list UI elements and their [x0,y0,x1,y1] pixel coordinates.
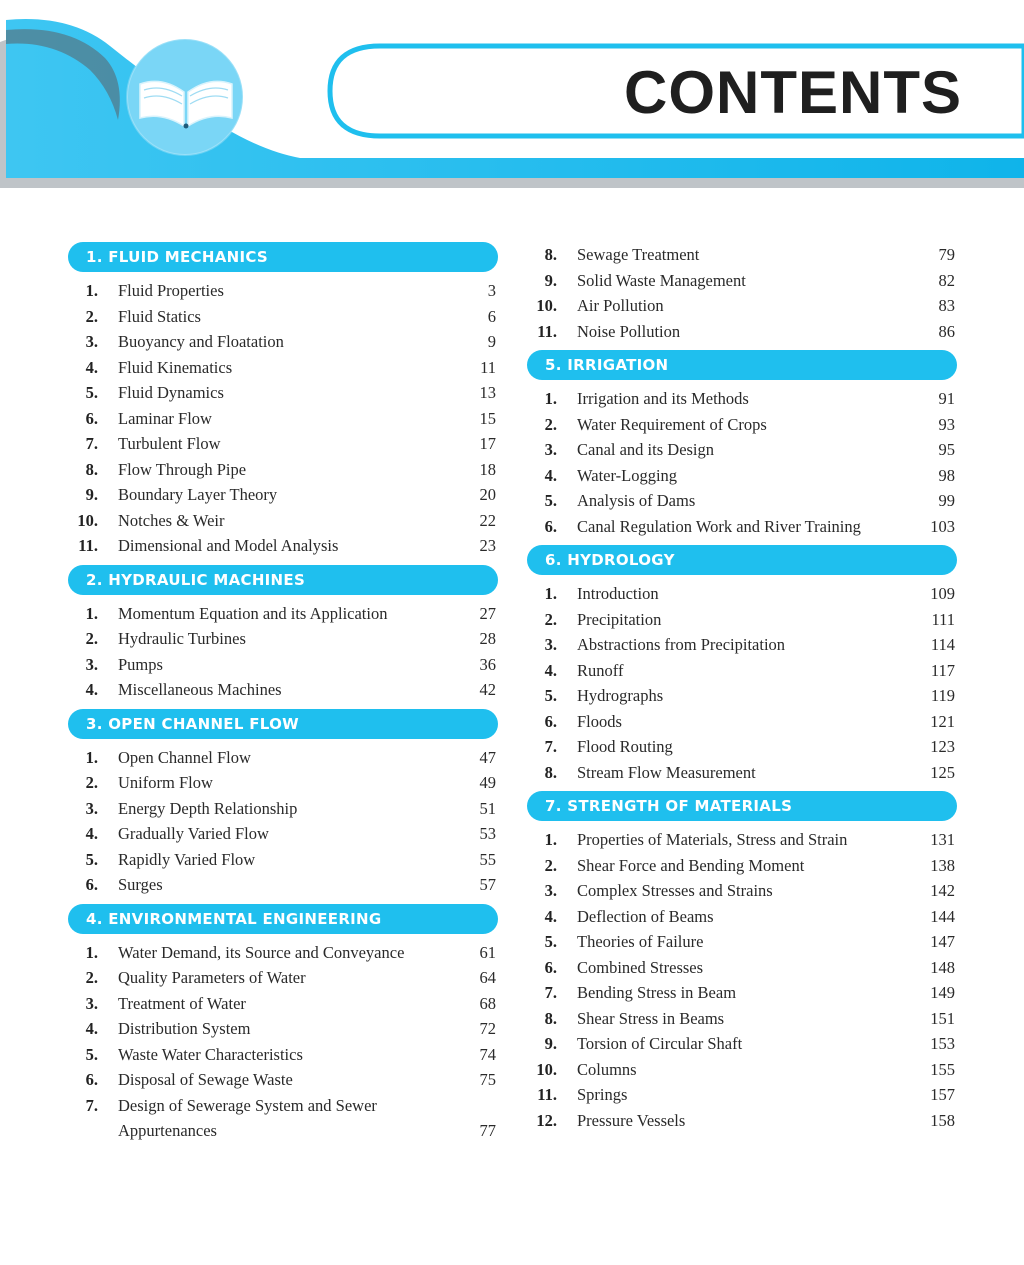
chapter-number: 4. [544,465,557,485]
chapter-list [527,581,957,785]
chapter-title: Fluid Dynamics [118,383,224,402]
chapter-number: 6. [544,711,557,731]
chapter-title: Complex Stresses and Strains [577,881,773,900]
page-number: 125 [930,762,955,782]
page-number: 83 [938,296,955,315]
chapter-number: 1. [85,281,98,300]
chapter-title: Turbulent Flow [118,434,221,453]
chapter-title: Waste Water Characteristics [118,1044,303,1064]
page-number: 57 [479,875,496,894]
section-heading: 7. STRENGTH OF MATERIALS [527,791,957,821]
chapter-title: Design of Sewerage System and Sewer Appurtenances [118,1095,377,1140]
chapter-title: Fluid Statics [118,306,201,326]
page-number: 111 [931,609,955,629]
toc-entry[interactable] [68,355,498,381]
chapter-title: Properties of Materials, Stress and Strain [577,830,848,849]
chapter-list [527,827,957,1133]
page-number: 117 [930,660,955,680]
toc-entry[interactable] [527,734,957,760]
toc-entry[interactable] [68,431,498,457]
toc-entry[interactable] [68,278,498,304]
chapter-number: 11. [537,1085,557,1104]
chapter-number: 8. [544,245,557,264]
page-number: 82 [938,270,955,290]
chapter-number: 3. [544,881,557,900]
page-header [0,0,1024,200]
chapter-number: 1. [85,942,98,962]
page-number: 119 [930,686,955,705]
page-number: 11 [480,357,496,377]
chapter-number: 2. [85,968,98,987]
toc-right-column [527,242,957,1139]
page-number: 91 [938,389,955,408]
toc-entry[interactable] [68,533,498,559]
toc-entry[interactable] [68,304,498,330]
chapter-title: Momentum Equation and its Application [118,603,388,623]
chapter-number: 11. [78,536,98,555]
toc-entry[interactable] [527,242,957,268]
page-number: 72 [479,1019,496,1038]
toc-entry[interactable] [527,853,957,879]
page-number: 151 [930,1008,955,1028]
chapter-number: 3. [85,332,98,351]
page-number: 47 [479,747,496,767]
chapter-title: Shear Stress in Beams [577,1008,725,1028]
page-number: 74 [479,1044,496,1064]
page-number: 20 [479,485,496,504]
chapter-title: Springs [577,1085,628,1104]
chapter-title: Columns [577,1059,637,1079]
chapter-title: Noise Pollution [577,321,681,341]
chapter-number: 2. [544,855,557,875]
chapter-title: Combined Stresses [577,957,704,977]
chapter-number: 6. [85,875,98,894]
toc-entry[interactable] [527,412,957,438]
chapter-title: Water Demand, its Source and Conveyance [118,942,405,962]
chapter-title: Laminar Flow [118,408,212,428]
page-number: 49 [479,773,496,792]
chapter-number: 6. [85,1070,98,1089]
chapter-title: Precipitation [577,609,662,629]
toc-entry[interactable] [68,847,498,873]
toc-entry[interactable] [68,652,498,678]
chapter-number: 11. [537,321,557,341]
toc-entry[interactable] [527,878,957,904]
chapter-number: 7. [544,983,557,1002]
chapter-title: Irrigation and its Methods [577,389,749,408]
chapter-list [527,386,957,539]
chapter-number: 4. [85,357,98,377]
toc-left-column [68,242,498,1150]
chapter-number: 6. [544,516,557,536]
page-number: 55 [479,849,496,869]
chapter-list [68,940,498,1144]
page-number: 22 [479,510,496,530]
chapter-number: 6. [544,957,557,977]
page-number: 53 [479,824,496,843]
chapter-title: Dimensional and Model Analysis [118,536,339,555]
chapter-number: 9. [85,485,98,504]
chapter-title: Stream Flow Measurement [577,762,756,782]
toc-entry[interactable] [68,1093,498,1144]
toc-entry[interactable] [527,1057,957,1083]
toc-entry[interactable] [527,1006,957,1032]
toc-entry[interactable] [68,796,498,822]
page-number: 75 [479,1070,496,1089]
page-number: 103 [930,516,955,536]
toc-entry[interactable] [527,760,957,786]
section-heading: 6. HYDROLOGY [527,545,957,575]
page-number: 153 [930,1034,955,1053]
chapter-number: 1. [85,603,98,623]
toc-entry[interactable] [527,929,957,955]
chapter-title: Analysis of Dams [577,491,696,510]
toc-entry[interactable] [68,677,498,703]
section-heading: 5. IRRIGATION [527,350,957,380]
page-number: 109 [930,584,955,603]
page-number: 9 [487,332,496,351]
page-number: 138 [930,855,955,875]
page-number: 157 [930,1085,955,1104]
chapter-title: Abstractions from Precipitation [577,635,786,654]
toc-entry[interactable] [527,1031,957,1057]
page-number: 27 [479,603,496,623]
chapter-list [527,242,957,344]
chapter-number: 4. [85,1019,98,1038]
toc-entry[interactable] [527,683,957,709]
toc-entry[interactable] [527,632,957,658]
chapter-number: 2. [85,306,98,326]
toc-entry[interactable] [527,980,957,1006]
toc-entry[interactable] [527,514,957,540]
page-number: 61 [479,942,496,962]
chapter-number: 8. [544,762,557,782]
toc-entry[interactable] [68,329,498,355]
page-number: 6 [487,306,496,326]
page-number: 86 [938,321,955,341]
open-book-icon [132,62,242,142]
toc-entry[interactable] [527,463,957,489]
page-number: 98 [938,465,955,485]
toc-entry[interactable] [68,872,498,898]
chapter-number: 5. [544,491,557,510]
toc-entry[interactable] [68,991,498,1017]
toc-entry[interactable] [68,626,498,652]
page-title: CONTENTS [624,59,962,126]
chapter-title: Disposal of Sewage Waste [118,1070,293,1089]
chapter-number: 8. [544,1008,557,1028]
section-heading: 2. HYDRAULIC MACHINES [68,565,498,595]
chapter-title: Torsion of Circular Shaft [577,1034,743,1053]
toc-entry[interactable] [527,1108,957,1134]
page-number: 13 [479,383,496,402]
chapter-title: Open Channel Flow [118,747,251,767]
chapter-number: 3. [85,798,98,818]
page-number: 142 [930,881,955,900]
chapter-title: Flood Routing [577,737,673,756]
page-number: 23 [479,536,496,555]
toc-entry[interactable] [527,827,957,853]
chapter-number: 7. [85,434,98,453]
chapter-title: Sewage Treatment [577,245,700,264]
chapter-number: 9. [544,270,557,290]
chapter-title: Canal and its Design [577,440,715,459]
chapter-list [68,278,498,559]
toc-entry[interactable] [527,437,957,463]
toc-entry[interactable] [68,406,498,432]
toc-entry[interactable] [68,940,498,966]
toc-entry[interactable] [527,488,957,514]
page-number: 149 [930,983,955,1002]
chapter-number: 4. [544,906,557,926]
chapter-number: 4. [85,824,98,843]
toc-entry[interactable] [527,386,957,412]
page-number: 3 [487,281,496,300]
chapter-title: Pumps [118,654,163,674]
toc-entry[interactable] [527,955,957,981]
chapter-title: Distribution System [118,1019,251,1038]
chapter-number: 5. [85,849,98,869]
section-heading: 3. OPEN CHANNEL FLOW [68,709,498,739]
page-number: 95 [938,440,955,459]
toc-entry[interactable] [527,319,957,345]
page-number: 17 [479,434,496,453]
page-number: 15 [479,408,496,428]
chapter-number: 2. [85,629,98,648]
toc-entry[interactable] [68,745,498,771]
toc-entry[interactable] [68,380,498,406]
chapter-title: Fluid Properties [118,281,224,300]
chapter-title: Pressure Vessels [577,1110,686,1130]
chapter-number: 1. [544,830,557,849]
page-number: 121 [930,711,955,731]
page-number: 77 [479,1121,496,1140]
chapter-number: 5. [85,1044,98,1064]
chapter-number: 8. [85,459,98,479]
chapter-number: 3. [85,993,98,1013]
chapter-title: Fluid Kinematics [118,357,233,377]
page-number: 131 [930,830,955,849]
page-number: 93 [938,414,955,434]
chapter-number: 3. [544,440,557,459]
chapter-number: 2. [544,414,557,434]
chapter-number: 1. [544,389,557,408]
page-number: 123 [930,737,955,756]
chapter-title: Shear Force and Bending Moment [577,855,805,875]
chapter-number: 7. [544,737,557,756]
chapter-title: Solid Waste Management [577,270,746,290]
toc-entry[interactable] [68,482,498,508]
toc-entry[interactable] [527,268,957,294]
chapter-title: Notches & Weir [118,510,225,530]
page-number: 64 [479,968,496,987]
toc-entry[interactable] [527,658,957,684]
toc-entry[interactable] [527,1082,957,1108]
chapter-list [68,601,498,703]
page-number: 42 [479,680,496,699]
page-number: 36 [479,654,496,674]
chapter-number: 3. [85,654,98,674]
chapter-number: 3. [544,635,557,654]
chapter-title: Introduction [577,584,659,603]
chapter-number: 12. [536,1110,557,1130]
chapter-number: 10. [77,510,98,530]
page-number: 158 [930,1110,955,1130]
toc-entry[interactable] [527,293,957,319]
chapter-title: Miscellaneous Machines [118,680,282,699]
chapter-number: 6. [85,408,98,428]
chapter-title: Energy Depth Relationship [118,798,298,818]
page-number: 28 [479,629,496,648]
chapter-title: Boundary Layer Theory [118,485,278,504]
chapter-number: 5. [85,383,98,402]
chapter-title: Floods [577,711,622,731]
section-heading: 1. FLUID MECHANICS [68,242,498,272]
chapter-title: Quality Parameters of Water [118,968,306,987]
chapter-title: Runoff [577,660,624,680]
chapter-title: Rapidly Varied Flow [118,849,256,869]
section-heading: 4. ENVIRONMENTAL ENGINEERING [68,904,498,934]
toc-entry[interactable] [527,607,957,633]
toc-entry[interactable] [68,1067,498,1093]
page-number: 99 [938,491,955,510]
toc-entry[interactable] [68,508,498,534]
page-number: 114 [930,635,955,654]
chapter-number: 2. [85,773,98,792]
chapter-title: Air Pollution [577,296,664,315]
page-number: 18 [479,459,496,479]
page-number: 68 [479,993,496,1013]
chapter-number: 5. [544,932,557,951]
chapter-title: Uniform Flow [118,773,213,792]
chapter-number: 7. [85,1095,98,1115]
chapter-title: Hydrographs [577,686,664,705]
toc-entry[interactable] [527,904,957,930]
toc-entry[interactable] [68,601,498,627]
chapter-number: 4. [544,660,557,680]
chapter-title: Flow Through Pipe [118,459,247,479]
toc-entry[interactable] [68,1016,498,1042]
chapter-title: Buoyancy and Floatation [118,332,284,351]
chapter-title: Deflection of Beams [577,906,714,926]
chapter-number: 5. [544,686,557,705]
chapter-number: 10. [536,296,557,315]
chapter-title: Gradually Varied Flow [118,824,269,843]
toc-entry[interactable] [68,770,498,796]
toc-entry[interactable] [68,1042,498,1068]
chapter-title: Water-Logging [577,465,678,485]
chapter-title: Treatment of Water [118,993,246,1013]
chapter-title: Surges [118,875,163,894]
toc-entry[interactable] [527,709,957,735]
page-number: 148 [930,957,955,977]
chapter-title: Canal Regulation Work and River Training [577,516,861,536]
chapter-number: 1. [544,584,557,603]
chapter-title: Bending Stress in Beam [577,983,737,1002]
chapter-title: Hydraulic Turbines [118,629,246,648]
chapter-list [68,745,498,898]
page-number: 155 [930,1059,955,1079]
chapter-number: 10. [536,1059,557,1079]
toc-entry[interactable] [68,965,498,991]
page-number: 147 [930,932,955,951]
page-number: 79 [938,245,955,264]
toc-entry[interactable] [68,821,498,847]
chapter-title: Theories of Failure [577,932,704,951]
chapter-number: 1. [85,747,98,767]
page-number: 144 [930,906,955,926]
toc-entry[interactable] [527,581,957,607]
chapter-number: 9. [544,1034,557,1053]
toc-entry[interactable] [68,457,498,483]
chapter-title: Water Requirement of Crops [577,414,767,434]
page-number: 51 [479,798,496,818]
chapter-number: 2. [544,609,557,629]
chapter-number: 4. [85,680,98,699]
